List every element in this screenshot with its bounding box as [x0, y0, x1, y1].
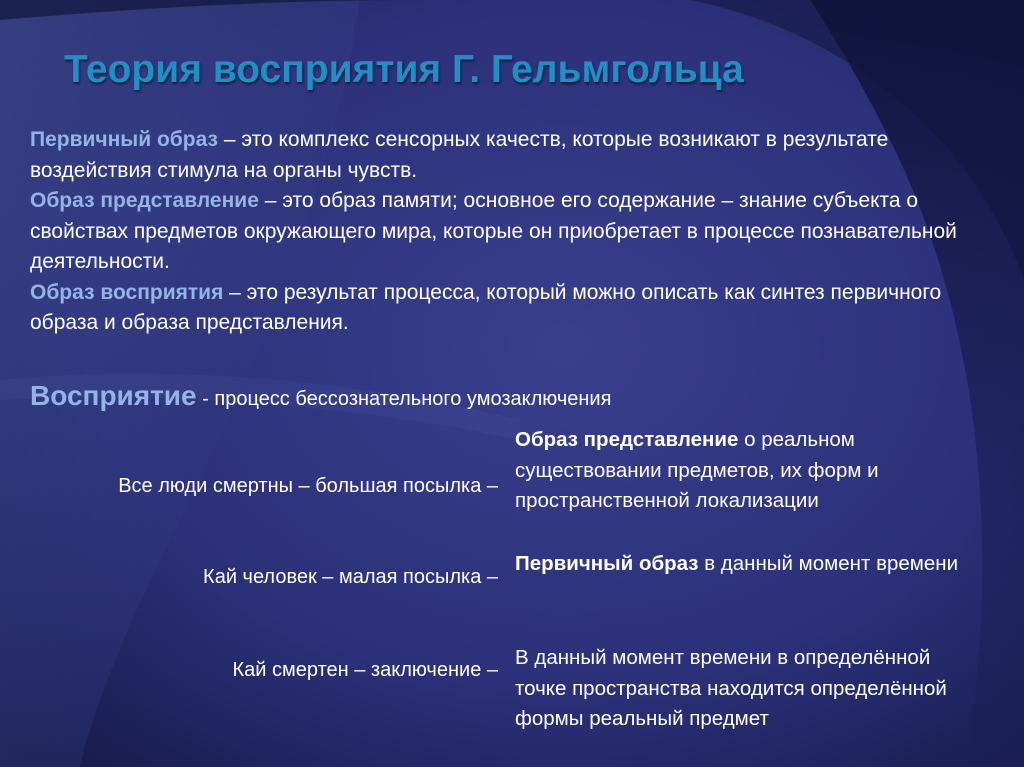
syllogism-conclusion-explanation: [515, 643, 985, 735]
syllogism-major-explanation: [515, 425, 985, 517]
explanation-text: о реальном существовании предметов, их форм и пространственной локализации: [515, 428, 879, 512]
definition-term: Первичный образ: [30, 128, 218, 151]
perception-definition: [30, 380, 611, 412]
definition-text: – это результат процесса, который можно описать как синтез первичного образа и образа представления.: [30, 280, 942, 334]
explanation-text: в данный момент времени: [698, 552, 959, 575]
definition-text: – это образ памяти; основное его содержание – знание субъекта о свойствах предметов окружающего мира, которые он приобретает в процессе познавательной деятельности.: [30, 189, 957, 273]
perception-term: Восприятие: [30, 380, 197, 411]
definition-text: – это комплекс сенсорных качеств, которые возникают в результате воздействия стимула на органы чувств.: [30, 128, 889, 182]
syllogism-minor-premise: Кай человек – малая посылка –: [203, 566, 498, 588]
syllogism-conclusion: Кай смертен – заключение –: [232, 659, 498, 681]
definition-primary-image: [30, 125, 960, 186]
definition-representation-image: [30, 186, 960, 278]
explanation-term: Образ представление: [515, 428, 739, 451]
explanation-term: Первичный образ: [515, 552, 699, 575]
syllogism-minor-explanation: [515, 549, 985, 580]
explanation-text: В данный момент времени в определённой точке пространства находится определённой формы реальный предмет: [515, 646, 947, 730]
definition-perception-image: [30, 278, 960, 339]
slide-title: Теория восприятия Г. Гельмгольца: [64, 48, 744, 91]
definition-term: Образ восприятия: [30, 280, 224, 304]
perception-text: - процесс бессознательного умозаключения: [196, 388, 612, 410]
definitions-block: [30, 125, 960, 339]
definition-term: Образ представление: [30, 189, 259, 212]
syllogism-major-premise: Все люди смертны – большая посылка –: [118, 475, 498, 497]
